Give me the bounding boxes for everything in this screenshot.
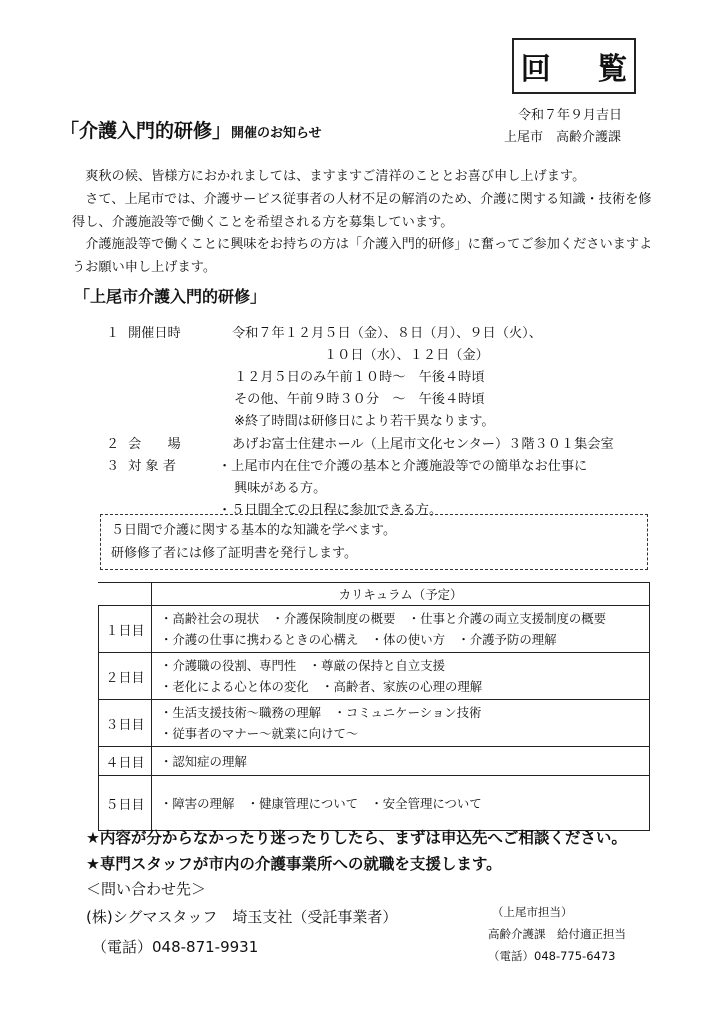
item-venue: あげお富士住建ホール（上尾市文化センター）３階３０１集会室 [232,437,614,452]
item-date-label: 開催日時 [128,326,181,341]
topic-line: ・高齢社会の現状 ・介護保険制度の概要 ・仕事と介護の両立支援制度の概要 [160,611,607,626]
day-content [152,747,650,776]
item-target-line-2: 興味がある方。 [234,481,327,496]
topic-line: ・認知症の理解 [160,753,247,769]
item-venue-label: 会 場 [128,437,181,452]
summary-note-box [100,514,648,570]
item-date-number: １ [106,326,120,341]
item-date-line-4: その他、午前９時３０分 ～ 午後４時頃 [234,392,485,407]
intro-paragraph-3: 介護施設等で働くことに興味をお持ちの方は「介護入門的研修」に奮ってご参加くださいますようお願い申し上げます。 [72,237,653,275]
curriculum-row-day4 [99,747,650,776]
day-content [152,653,650,700]
day-label: ２日目 [99,653,152,700]
topic-line: ・従事者のマナー～就業に向けて～ [160,726,359,741]
curriculum-row-day2 [99,653,650,700]
item-venue-number: ２ [106,437,120,452]
curriculum-table [98,582,650,831]
curriculum-header-row [99,583,650,606]
item-target-line-3: ・５日間全ての日程に参加できる方。 [218,503,443,518]
city-contact-heading: （上尾市担当） [492,905,573,919]
item-date-line-5: ※終了時間は研修日により若干異なります。 [234,414,495,429]
item-target-label: 対 象 者 [128,459,176,474]
issue-date: 令和７年９月吉日 [518,108,623,123]
item-date-line-2: １０日（水）、１２日（金） [324,348,489,363]
notice-consult: ★内容が分からなかったり迷ったりしたら、まずは申込先へご相談ください。 [86,829,627,847]
item-target-line-1: ・上尾市内在住で介護の基本と介護施設等での簡単なお仕事に [218,459,588,474]
circulation-stamp: 回 覧 [512,38,636,94]
title-sub: 開催のお知らせ [231,126,322,141]
topic-line: ・介護職の役割、専門性 ・尊厳の保持と自立支援 [160,658,445,673]
city-contact-department: 高齢介護課 給付適正担当 [488,927,626,941]
day-label: １日目 [99,606,152,653]
topic-line: ・生活支援技術～職務の理解 ・コミュニケーション技術 [160,705,482,720]
note-line-2: 研修修了者には修了証明書を発行します。 [111,546,357,561]
notice-support: ★専門スタッフが市内の介護事業所への就職を支援します。 [86,855,502,873]
item-date-line-3: １２月５日のみ午前１０時～ 午後４時頃 [234,370,485,385]
day-content [152,700,650,747]
curriculum-row-day5 [99,776,650,831]
issuer-department: 上尾市 高齢介護課 [504,130,622,145]
item-target-number: ３ [106,459,120,474]
topic-line: ・老化による心と体の変化 ・高齢者、家族の心理の理解 [160,679,483,694]
day-content [152,776,650,831]
item-date-line-1: 令和７年１２月５日（金）、８日（月）、９日（火）、 [232,326,542,341]
curriculum-heading: カリキュラム（予定） [152,583,650,606]
contact-company: (株)シグマスタッフ 埼玉支社（受託事業者） [86,908,398,926]
day-label: ５日目 [99,776,152,831]
curriculum-row-day3 [99,700,650,747]
day-label: ４日目 [99,747,152,776]
city-contact-phone: （電話）048-775-6473 [488,949,616,963]
intro-paragraph-2: さて、上尾市では、介護サービス従事者の人材不足の解消のため、介護に関する知識・技術を修得し、介護施設等で働くことを希望される方を募集しています。 [72,192,652,230]
contact-phone: （電話）048-871-9931 [92,938,259,956]
page-title [60,116,322,143]
day-content [152,606,650,653]
topic-line: ・障害の理解 ・健康管理について ・安全管理について [160,795,482,811]
contact-heading: ＜問い合わせ先＞ [86,880,207,898]
intro-paragraph-1: 爽秋の候、皆様方におかれましては、ますますご清祥のこととお喜び申し上げます。 [85,169,586,184]
title-main: 「介護入門的研修」 [60,120,232,142]
topic-line: ・介護の仕事に携わるときの心構え ・体の使い方 ・介護予防の理解 [160,632,557,647]
note-line-1: ５日間で介護に関する基本的な知識を学べます。 [111,523,396,538]
program-title: 「上尾市介護入門的研修」 [74,287,267,306]
day-label: ３日目 [99,700,152,747]
curriculum-row-day1 [99,606,650,653]
